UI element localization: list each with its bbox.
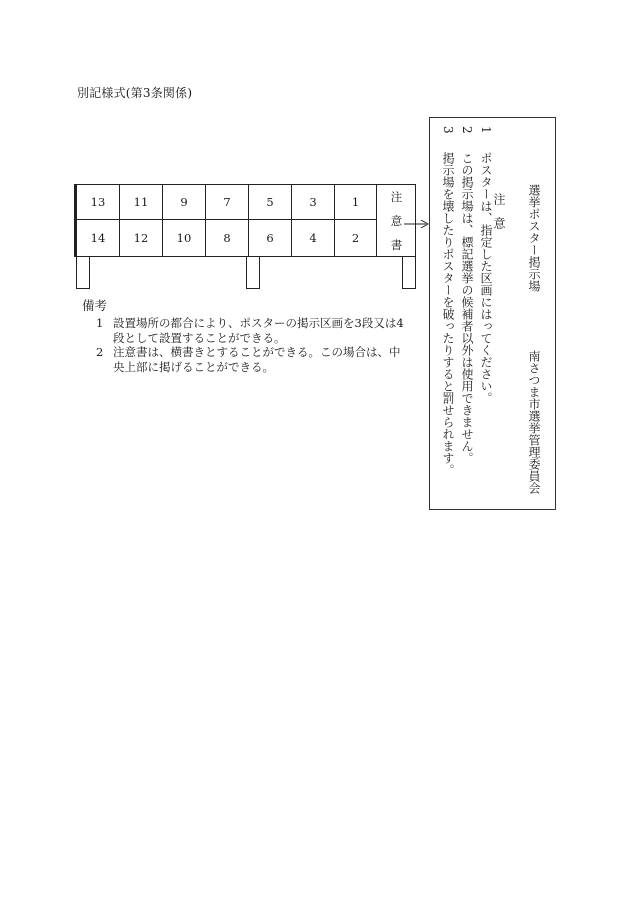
notice-item-text: この掲示場は、標記選挙の候補者以外は使用できません。 bbox=[460, 152, 474, 464]
remark-text: 設置場所の都合により、ポスターの掲示区画を3段又は4 bbox=[113, 316, 404, 330]
notice-label-char: 書 bbox=[390, 237, 403, 252]
poster-board-diagram bbox=[74, 184, 416, 257]
board-leg bbox=[76, 257, 90, 289]
board-cell: 2 bbox=[335, 220, 377, 256]
notice-issuer: 南さつま市選挙管理委員会 bbox=[527, 350, 541, 494]
notice-item-text: 掲示場を壊したりポスターを破ったりすると罰せられます。 bbox=[441, 152, 455, 476]
board-cell: 3 bbox=[292, 185, 335, 220]
remark-number: 2 bbox=[96, 345, 104, 359]
notice-item-number: 2 bbox=[460, 126, 474, 134]
remark-item bbox=[96, 316, 404, 346]
board-cell: 6 bbox=[249, 220, 292, 256]
board-leg bbox=[246, 257, 260, 289]
remark-text: 段として設置することができる。 bbox=[113, 331, 286, 345]
notice-label-char: 意 bbox=[390, 213, 403, 228]
notice-item-number: 1 bbox=[479, 126, 493, 134]
remarks-title: 備考 bbox=[82, 298, 108, 313]
remark-text: 注意書は、横書きとすることができる。この場合は、中 bbox=[113, 345, 401, 359]
board-cell: 4 bbox=[292, 220, 335, 256]
board-cell: 5 bbox=[249, 185, 292, 220]
notice-board-sample bbox=[429, 117, 556, 510]
arrow-right-icon bbox=[404, 219, 430, 229]
notice-item-text: ポスターは、指定した区画にはってください。 bbox=[479, 152, 493, 404]
notice-title: 選挙ポスター掲示場 bbox=[527, 184, 541, 292]
board-leg bbox=[402, 257, 416, 289]
board-cell: 7 bbox=[206, 185, 249, 220]
remark-item bbox=[96, 345, 401, 375]
board-cell: 8 bbox=[206, 220, 249, 256]
board-cell: 12 bbox=[120, 220, 163, 256]
board-cell: 9 bbox=[163, 185, 206, 220]
board-cell: 11 bbox=[120, 185, 163, 220]
board-cell: 10 bbox=[163, 220, 206, 256]
notice-label-char: 注 bbox=[390, 189, 403, 204]
board-cell: 1 bbox=[335, 185, 377, 220]
form-heading: 別記様式(第3条関係) bbox=[77, 86, 193, 100]
board-cell: 13 bbox=[77, 185, 120, 220]
notice-item-number: 3 bbox=[441, 126, 455, 134]
board-cell: 14 bbox=[77, 220, 120, 256]
remark-number: 1 bbox=[96, 316, 104, 330]
notice-caution-label: 注 意 bbox=[492, 193, 506, 229]
remark-text: 央上部に掲げることができる。 bbox=[113, 360, 274, 374]
